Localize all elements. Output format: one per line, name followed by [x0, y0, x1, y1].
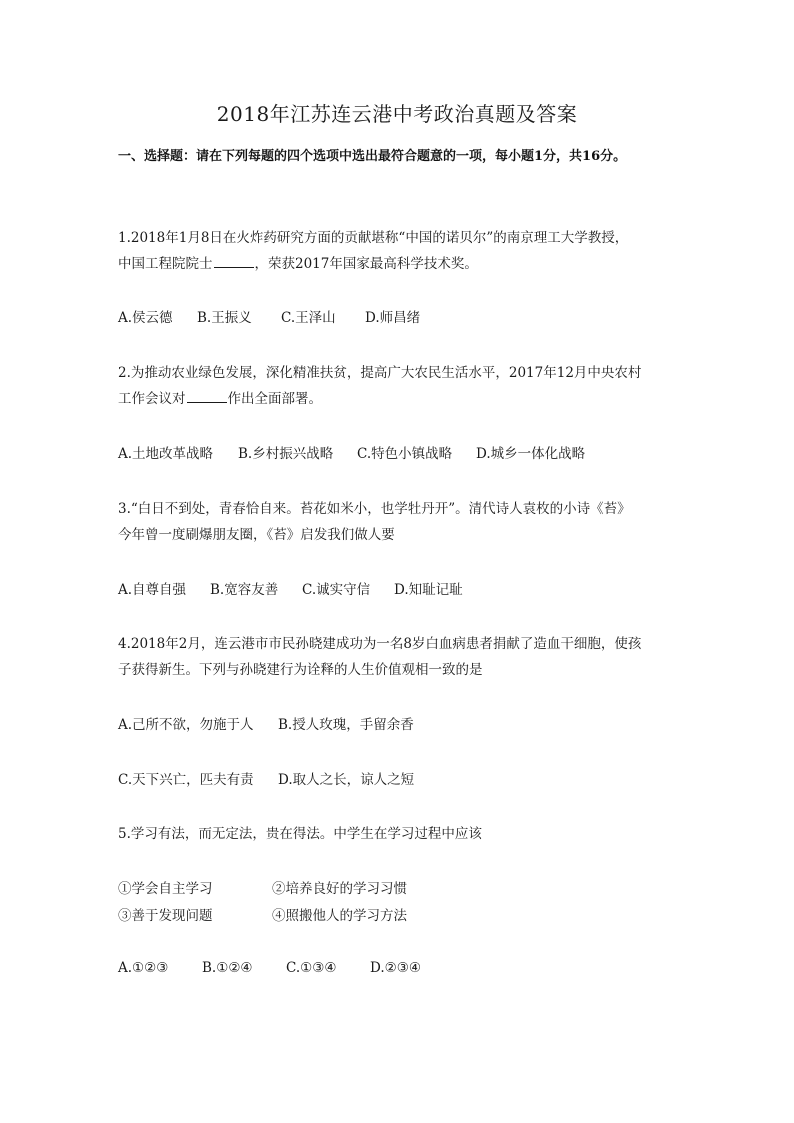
question-5-stem-line-1: 5.学习有法，而无定法，贵在得法。中学生在学习过程中应该: [118, 826, 482, 842]
option-b: B.授人玫瑰，手留余香: [278, 717, 414, 733]
option-d: D.知耻记耻: [394, 582, 463, 598]
option-c: C.王泽山: [281, 310, 336, 326]
statement-2: ②培养良好的学习习惯: [272, 881, 407, 897]
option-c: C.天下兴亡，匹夫有责: [118, 772, 254, 788]
statement-3: ③善于发现问题: [118, 908, 213, 924]
answer-blank: [187, 390, 227, 403]
question-2-options: [118, 442, 585, 462]
statement-4: ④照搬他人的学习方法: [272, 908, 407, 924]
option-b: B.①②④: [202, 960, 253, 976]
question-4-stem-line-1: 4.2018年2月，连云港市市民孙晓建成功为一名8岁白血病患者捐献了造血干细胞，使孩: [118, 636, 642, 652]
question-2-stem-part-b: 作出全面部署。: [227, 391, 322, 407]
question-1-options: [118, 306, 420, 326]
option-a: A.侯云德: [118, 310, 173, 326]
question-1-stem-line-1: 1.2018年1月8日在火炸药研究方面的贡献堪称“中国的诺贝尔”的南京理工大学教授，: [118, 230, 629, 246]
option-a: A.土地改革战略: [118, 446, 214, 462]
statement-1: ①学会自主学习: [118, 881, 213, 897]
question-3-stem-line-1: 3.“白日不到处，青春恰自来。苔花如米小，也学牡丹开”。清代诗人袁枚的小诗《苔》: [118, 501, 631, 517]
option-b: B.乡村振兴战略: [238, 446, 334, 462]
question-5-items-row-2: [118, 904, 407, 924]
question-4-options-row-2: [118, 768, 414, 788]
question-5-items-row-1: [118, 877, 407, 897]
option-a: A.自尊自强: [118, 582, 187, 598]
option-a: A.①②③: [118, 960, 169, 976]
question-1-stem-line-2: [118, 252, 478, 272]
option-c: C.特色小镇战略: [357, 446, 453, 462]
answer-blank: [214, 255, 254, 268]
question-2-stem-line-2: [118, 387, 322, 407]
question-2-stem-line-1: 2.为推动农业绿色发展，深化精准扶贫，提高广大农民生活水平，2017年12月中央农村: [118, 365, 642, 381]
question-3-options: [118, 578, 463, 598]
question-1-stem-part-a: 中国工程院院士: [118, 256, 213, 272]
section-heading: 一、选择题：请在下列每题的四个选项中选出最符合题意的一项，每小题1分，共16分。: [118, 149, 627, 164]
option-a: A.己所不欲，勿施于人: [118, 717, 254, 733]
option-c: C.诚实守信: [302, 582, 371, 598]
option-b: B.王振义: [197, 310, 252, 326]
question-4-stem-line-2: 子获得新生。下列与孙晓建行为诠释的人生价值观相一致的是: [118, 662, 483, 678]
option-d: D.师昌绪: [365, 310, 421, 326]
option-d: D.取人之长，谅人之短: [278, 772, 415, 788]
document-title: 2018年江苏连云港中考政治真题及答案: [216, 102, 578, 126]
option-b: B.宽容友善: [210, 582, 279, 598]
option-d: D.②③④: [370, 960, 421, 976]
question-2-stem-part-a: 工作会议对: [118, 391, 186, 407]
option-c: C.①③④: [286, 960, 337, 976]
option-d: D.城乡一体化战略: [476, 446, 586, 462]
question-4-options-row-1: [118, 713, 414, 733]
question-1-stem-part-b: ，荣获2017年国家最高科学技术奖。: [254, 256, 478, 272]
question-3-stem-line-2: 今年曾一度刷爆朋友圈，《苔》启发我们做人要: [118, 527, 395, 543]
question-5-options: [118, 960, 421, 976]
